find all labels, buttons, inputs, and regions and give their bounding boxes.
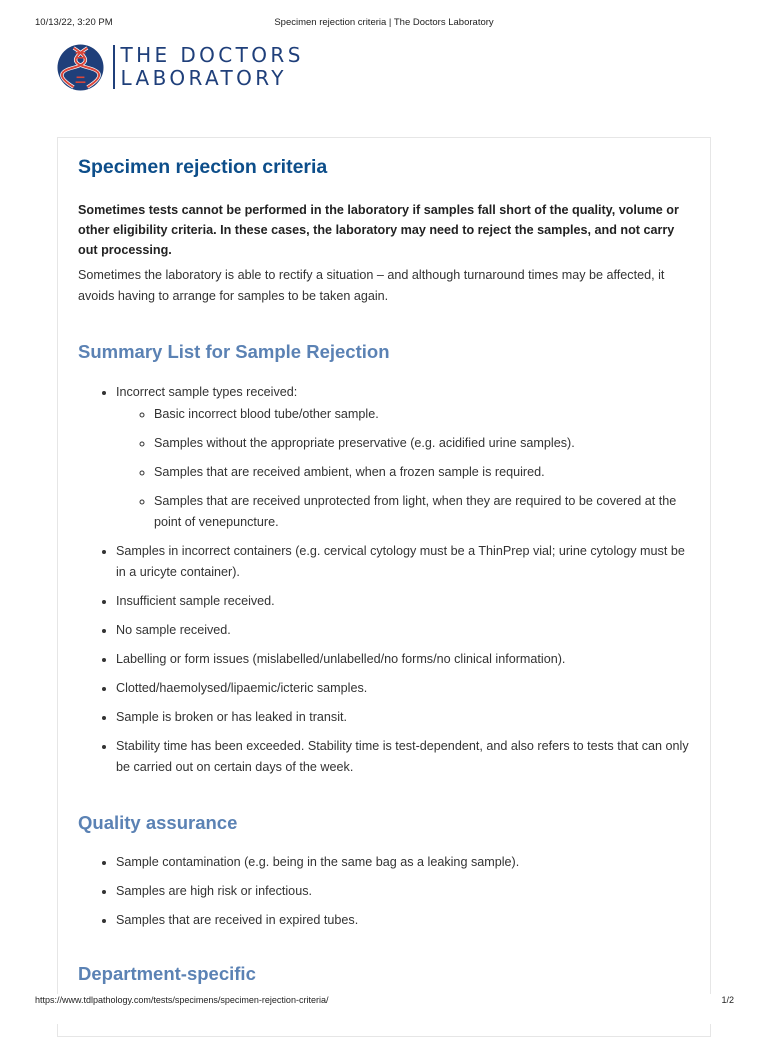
list-item: • Labelling or form issues (mislabelled/unlabelled/no forms/no clinical information). <box>116 649 698 670</box>
list-item: • Samples in incorrect containers (e.g. cervical cytology must be a ThinPrep vial; urine cytology must be in a uricyte container). <box>116 541 698 583</box>
section-heading-department-specific: Department-specific <box>78 963 256 984</box>
list-item <box>116 382 698 533</box>
intro-paragraph: Sometimes the laboratory is able to rectify a situation – and although turnaround times may be affected, it avoids having to arrange for samples to be taken again. <box>78 268 665 303</box>
list-item: • Insufficient sample received. <box>116 591 698 612</box>
article-card <box>57 137 711 1037</box>
list-item: • Samples are high risk or infectious. <box>116 881 698 902</box>
list-item-text: Incorrect sample types received: <box>116 385 298 399</box>
list-item: • Sample contamination (e.g. being in the same bag as a leaking sample). <box>116 852 698 873</box>
list-item: • Clotted/haemolysed/lipaemic/icteric samples. <box>116 678 698 699</box>
summary-list <box>78 382 698 786</box>
sub-list-item: ◦ Samples that are received ambient, when a frozen sample is required. <box>154 462 698 483</box>
intro-bold-paragraph: Sometimes tests cannot be performed in the laboratory if samples fall short of the quality, volume or other eligibility criteria. In these cases, the laboratory may need to reject the samples, and not carry out processing. <box>78 203 679 257</box>
list-item: • Samples that are received in expired tubes. <box>116 910 698 931</box>
logo-line-2: LABORATORY <box>120 66 287 90</box>
print-title: Specimen rejection criteria | The Doctors Laboratory <box>274 17 494 28</box>
site-logo[interactable] <box>57 43 304 91</box>
print-footer <box>0 994 768 1024</box>
sub-list-item: ◦ Samples without the appropriate preservative (e.g. acidified urine samples). <box>154 433 698 454</box>
quality-assurance-list <box>78 852 698 939</box>
sub-list <box>116 404 698 533</box>
page-title: Specimen rejection criteria <box>78 156 328 178</box>
sub-list-item: ◦ Basic incorrect blood tube/other sample. <box>154 404 698 425</box>
page-number: 1/2 <box>721 995 734 1005</box>
dna-helix-icon <box>57 44 104 91</box>
list-item: • Sample is broken or has leaked in transit. <box>116 707 698 728</box>
section-heading-quality-assurance: Quality assurance <box>78 812 238 833</box>
section-heading-summary: Summary List for Sample Rejection <box>78 341 390 362</box>
print-date: 10/13/22, 3:20 PM <box>35 17 113 28</box>
logo-line-1: THE DOCTORS <box>120 43 304 67</box>
list-item: • No sample received. <box>116 620 698 641</box>
print-header <box>0 0 768 46</box>
list-item: • Stability time has been exceeded. Stability time is test-dependent, and also refers to tests that can only be carried out on certain days of the week. <box>116 736 698 778</box>
footer-url-link[interactable]: https://www.tdlpathology.com/tests/specimens/specimen-rejection-criteria/ <box>35 995 329 1005</box>
logo-divider <box>113 45 115 89</box>
logo-wordmark <box>121 44 304 90</box>
sub-list-item: ◦ Samples that are received unprotected from light, when they are required to be covered at the point of venepuncture. <box>154 491 698 533</box>
